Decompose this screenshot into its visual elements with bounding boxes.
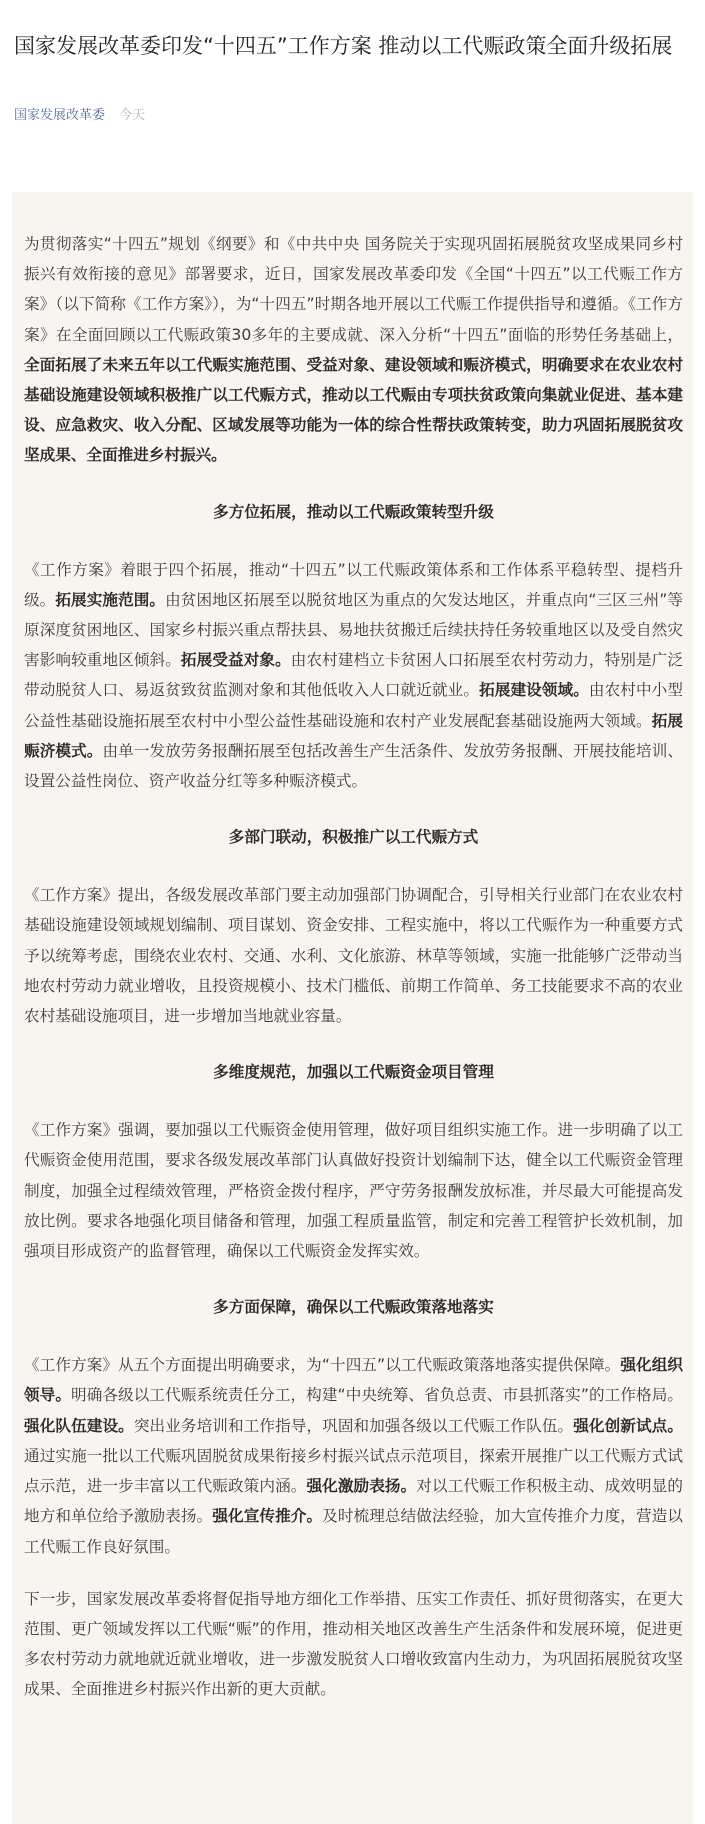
emphasis-text: 强化激励表扬。 xyxy=(306,1477,417,1496)
section-paragraph xyxy=(24,880,683,1031)
body-text: 由农村建档立卡贫困人口拓展至农村劳动力，特别是广泛带动脱贫人口、易返贫致贫监测对象和其他低收入人口就近就业。 xyxy=(24,651,683,700)
body-text: 由贫困地区拓展至以脱贫地区为重点的欠发达地区，并重点向“三区三州”等原深度贫困地区、国家乡村振兴重点帮扶县、易地扶贫搬迁后续扶持任务较重地区以及受自然灾害影响较重地区倾斜。 xyxy=(24,590,683,670)
body-text: 对以工代赈工作积极主动、成效明显的地方和单位给予激励表扬。 xyxy=(24,1477,683,1526)
article-title: 国家发展改革委印发“十四五”工作方案 推动以工代赈政策全面升级拓展 xyxy=(14,34,673,58)
body-text: 下一步，国家发展改革委将督促指导地方细化工作举措、压实工作责任、抓好贯彻落实，在更大范围、更广领域发挥以工代赈“赈”的作用，推动相关地区改善生产生活条件和发展环境，促进更多农村劳动力就地就近就业增收，进一步激发脱贫人口增收致富内生动力，为巩固拓展脱贫攻坚成果、全面推进乡村振兴作出新的更大贡献。 xyxy=(24,1589,683,1699)
intro-paragraph xyxy=(24,229,683,471)
body-text: 《工作方案》着眼于四个拓展，推动“十四五”以工代赈政策体系和工作体系平稳转型、提档升级。 xyxy=(24,560,683,609)
article-meta xyxy=(14,107,145,125)
section-paragraph xyxy=(24,555,683,797)
emphasis-text: 拓展建设领域。 xyxy=(479,681,589,700)
closing-paragraph xyxy=(24,1584,683,1705)
body-text: 明确各级以工代赈系统责任分工，构建“中央统筹、省负总责、市县抓落实”的工作格局。 xyxy=(71,1386,683,1405)
section-heading: 多方位拓展，推动以工代赈政策转型升级 xyxy=(213,502,494,521)
body-text: 由单一发放劳务报酬拓展至包括改善生产生活条件、发放劳务报酬、开展技能培训、设置公益性岗位、资产收益分红等多种赈济模式。 xyxy=(24,741,683,791)
body-text: 《工作方案》强调，要加强以工代赈资金使用管理，做好项目组织实施工作。进一步明确了以工代赈资金使用范围，要求各级发展改革部门认真做好投资计划编制下达，健全以工代赈资金管理制度，加强全过程绩效管理，严格资金拨付程序，严守劳务报酬发放标准，并尽最大可能提高发放比例。要求各地强化项目储备和管理，加强工程质量监管，制定和完善工程管护长效机制，加强项目形成资产的监督管理，确保以工代赈资金发挥实效。 xyxy=(24,1121,683,1261)
body-text: 通过实施一批以工代赈巩固脱贫成果衔接乡村振兴试点示范项目，探索开展推广以工代赈方式试点示范，进一步丰富以工代赈政策内涵。 xyxy=(24,1446,683,1496)
section-paragraph xyxy=(24,1350,683,1561)
section-heading: 多维度规范，加强以工代赈资金项目管理 xyxy=(213,1063,494,1082)
body-text: 突出业务培训和工作指导，巩固和加强各级以工代赈工作队伍。 xyxy=(133,1416,574,1435)
body-text: 为贯彻落实“十四五”规划《纲要》和《中共中央 国务院关于实现巩固拓展脱贫攻坚成果同乡村振兴有效衔接的意见》部署要求，近日，国家发展改革委印发《全国“十四五”以工代赈工作方案》（以下简称《工作方案》），为“十四五”时期各地开展以工代赈工作提供指导和遵循。《工作方案》在全面回顾以工代赈政策30多年的主要成就、深入分析“十四五”面临的形势任务基础上， xyxy=(24,235,683,344)
body-text: 由农村中小型公益性基础设施拓展至农村中小型公益性基础设施和农村产业发展配套基础设施两大领域。 xyxy=(24,681,683,730)
emphasis-text: 强化队伍建设。 xyxy=(24,1416,134,1435)
emphasis-text: 拓展赈济模式。 xyxy=(24,711,683,760)
section-paragraph xyxy=(24,1115,683,1266)
emphasis-text: 全面拓展了未来五年以工代赈实施范围、受益对象、建设领域和赈济模式，明确要求在农业农村基础设施建设领域积极推广以工代赈方式，推动以工代赈由专项扶贫政策向集就业促进、基本建设、应急救灾、收入分配、区域发展等功能为一体的综合性帮扶政策转变，助力巩固拓展脱贫攻坚成果、全面推进乡村振兴。 xyxy=(24,355,683,465)
emphasis-text: 强化宣传推介。 xyxy=(212,1507,323,1526)
article-body xyxy=(12,192,693,1824)
body-text: 《工作方案》从五个方面提出明确要求，为“十四五”以工代赈政策落地落实提供保障。 xyxy=(24,1356,621,1375)
section-heading: 多方面保障，确保以工代赈政策落地落实 xyxy=(213,1298,494,1317)
publish-time: 今天 xyxy=(119,108,146,123)
emphasis-text: 强化组织领导。 xyxy=(24,1356,683,1405)
emphasis-text: 拓展实施范围。 xyxy=(55,590,166,609)
section-heading: 多部门联动，积极推广以工代赈方式 xyxy=(228,828,479,847)
emphasis-text: 拓展受益对象。 xyxy=(180,651,291,670)
emphasis-text: 强化创新试点。 xyxy=(573,1416,683,1435)
body-text: 《工作方案》提出，各级发展改革部门要主动加强部门协调配合，引导相关行业部门在农业农村基础设施建设领域规划编制、项目谋划、资金安排、工程实施中，将以工代赈作为一种重要方式予以统筹考虑，围绕农业农村、交通、水利、文化旅游、林草等领域，实施一批能够广泛带动当地农村劳动力就业增收，且投资规模小、技术门槛低、前期工作简单、务工技能要求不高的农业农村基础设施项目，进一步增加当地就业容量。 xyxy=(24,886,683,1026)
body-text: 及时梳理总结做法经验，加大宣传推介力度，营造以工代赈工作良好氛围。 xyxy=(24,1507,683,1556)
account-name-link[interactable]: 国家发展改革委 xyxy=(14,108,106,123)
